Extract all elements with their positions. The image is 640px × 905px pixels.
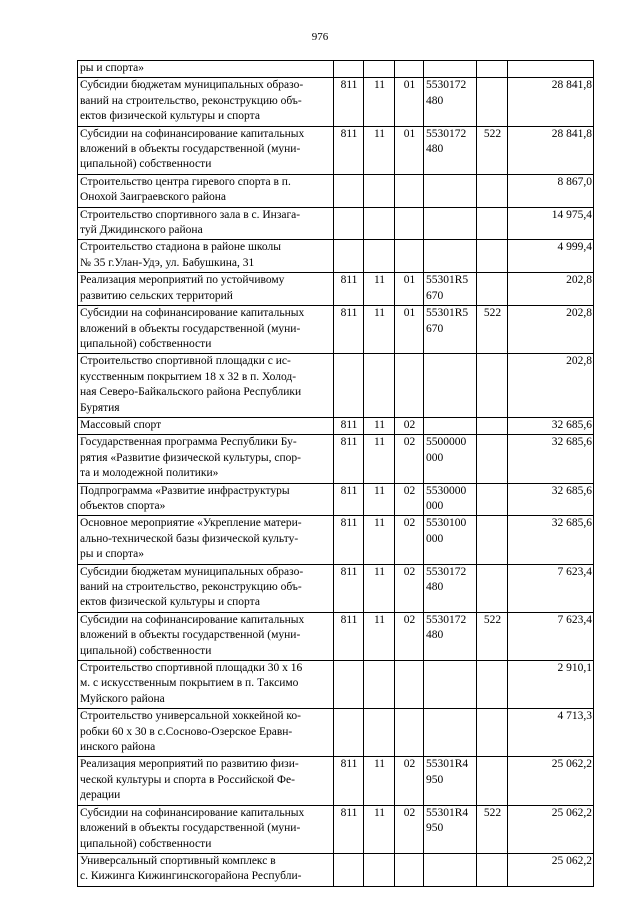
expense-type-cell — [477, 354, 508, 418]
row-name-cell: Субсидии на софинансирование капитальных вложений в объекты государственной (муни- ципальной) собственности — [78, 612, 334, 660]
subsection-code-cell: 02 — [395, 564, 424, 612]
target-article-cell — [424, 709, 477, 757]
expense-type-cell — [477, 564, 508, 612]
gr-code-cell: 811 — [334, 273, 364, 306]
section-code-cell — [364, 207, 395, 240]
target-article-cell: 55301R5 670 — [424, 273, 477, 306]
gr-code-cell: 811 — [334, 78, 364, 126]
gr-code-cell — [334, 240, 364, 273]
table-row — [78, 564, 594, 612]
gr-code-cell: 811 — [334, 757, 364, 805]
target-article-cell — [424, 853, 477, 886]
target-article-cell: 55301R4 950 — [424, 805, 477, 853]
row-name-cell: Подпрограмма «Развитие инфраструктуры объектов спорта» — [78, 483, 334, 516]
table-row — [78, 661, 594, 709]
table-row — [78, 435, 594, 483]
subsection-code-cell: 02 — [395, 417, 424, 434]
gr-code-cell — [334, 661, 364, 709]
row-name-cell: Реализация мероприятий по устойчивому развитию сельских территорий — [78, 273, 334, 306]
table-row — [78, 354, 594, 418]
subsection-code-cell — [395, 853, 424, 886]
subsection-code-cell — [395, 661, 424, 709]
amount-cell: 28 841,8 — [508, 78, 594, 126]
amount-cell: 28 841,8 — [508, 126, 594, 174]
gr-code-cell: 811 — [334, 306, 364, 354]
section-code-cell: 11 — [364, 126, 395, 174]
row-name-cell: Субсидии бюджетам муниципальных образо- ваний на строительство, реконструкцию объ- ектов физической культуры и спорта — [78, 78, 334, 126]
gr-code-cell — [334, 354, 364, 418]
table-body — [78, 61, 594, 887]
subsection-code-cell — [395, 354, 424, 418]
row-name-cell: Строительство спортивной площадки с ис- кусственным покрытием 18 х 32 в п. Холод- ная Северо-Байкальского района Республики Бурятия — [78, 354, 334, 418]
gr-code-cell: 811 — [334, 805, 364, 853]
table-row — [78, 273, 594, 306]
subsection-code-cell: 02 — [395, 483, 424, 516]
amount-cell: 25 062,2 — [508, 853, 594, 886]
expense-type-cell — [477, 709, 508, 757]
amount-cell: 8 867,0 — [508, 174, 594, 207]
expense-type-cell — [477, 174, 508, 207]
expense-type-cell — [477, 435, 508, 483]
target-article-cell: 5530100 000 — [424, 516, 477, 564]
section-code-cell — [364, 709, 395, 757]
subsection-code-cell: 01 — [395, 78, 424, 126]
gr-code-cell — [334, 174, 364, 207]
section-code-cell: 11 — [364, 564, 395, 612]
section-code-cell — [364, 61, 395, 78]
amount-cell: 4 713,3 — [508, 709, 594, 757]
expense-type-cell — [477, 61, 508, 78]
amount-cell: 32 685,6 — [508, 516, 594, 564]
section-code-cell — [364, 853, 395, 886]
amount-cell: 202,8 — [508, 306, 594, 354]
section-code-cell: 11 — [364, 417, 395, 434]
expense-type-cell — [477, 273, 508, 306]
table-row — [78, 805, 594, 853]
subsection-code-cell — [395, 61, 424, 78]
target-article-cell: 5530172 480 — [424, 564, 477, 612]
row-name-cell: Субсидии бюджетам муниципальных образо- ваний на строительство, реконструкцию объ- ектов физической культуры и спорта — [78, 564, 334, 612]
target-article-cell: 5530172 480 — [424, 126, 477, 174]
expense-type-cell — [477, 207, 508, 240]
expense-type-cell — [477, 417, 508, 434]
amount-cell: 25 062,2 — [508, 757, 594, 805]
table-row — [78, 483, 594, 516]
subsection-code-cell: 01 — [395, 273, 424, 306]
section-code-cell — [364, 354, 395, 418]
amount-cell: 2 910,1 — [508, 661, 594, 709]
target-article-cell: 55301R4 950 — [424, 757, 477, 805]
budget-table — [77, 60, 594, 887]
table-row — [78, 306, 594, 354]
expense-type-cell: 522 — [477, 306, 508, 354]
target-article-cell: 5530172 480 — [424, 78, 477, 126]
table-row — [78, 417, 594, 434]
subsection-code-cell: 02 — [395, 757, 424, 805]
gr-code-cell: 811 — [334, 483, 364, 516]
amount-cell — [508, 61, 594, 78]
table-row — [78, 61, 594, 78]
row-name-cell: Субсидии на софинансирование капитальных вложений в объекты государственной (муни- ципальной) собственности — [78, 126, 334, 174]
expense-type-cell — [477, 240, 508, 273]
subsection-code-cell: 02 — [395, 612, 424, 660]
section-code-cell: 11 — [364, 516, 395, 564]
amount-cell: 14 975,4 — [508, 207, 594, 240]
subsection-code-cell — [395, 174, 424, 207]
table-row — [78, 853, 594, 886]
section-code-cell — [364, 240, 395, 273]
table-row — [78, 174, 594, 207]
row-name-cell: Субсидии на софинансирование капитальных вложений в объекты государственной (муни- ципальной) собственности — [78, 805, 334, 853]
section-code-cell: 11 — [364, 273, 395, 306]
row-name-cell: Массовый спорт — [78, 417, 334, 434]
amount-cell: 202,8 — [508, 354, 594, 418]
row-name-cell: Строительство центра гиревого спорта в п. Онохой Заиграевского района — [78, 174, 334, 207]
gr-code-cell: 811 — [334, 126, 364, 174]
amount-cell: 32 685,6 — [508, 435, 594, 483]
amount-cell: 32 685,6 — [508, 483, 594, 516]
section-code-cell: 11 — [364, 78, 395, 126]
gr-code-cell — [334, 853, 364, 886]
expense-type-cell: 522 — [477, 612, 508, 660]
section-code-cell: 11 — [364, 435, 395, 483]
row-name-cell: Строительство стадиона в районе школы № 35 г.Улан-Удэ, ул. Бабушкина, 31 — [78, 240, 334, 273]
target-article-cell — [424, 61, 477, 78]
expense-type-cell — [477, 661, 508, 709]
row-name-cell: Строительство спортивной площадки 30 х 16 м. с искусственным покрытием в п. Таксимо Муйского района — [78, 661, 334, 709]
amount-cell: 4 999,4 — [508, 240, 594, 273]
table-row — [78, 126, 594, 174]
subsection-code-cell: 02 — [395, 805, 424, 853]
section-code-cell: 11 — [364, 612, 395, 660]
amount-cell: 7 623,4 — [508, 564, 594, 612]
subsection-code-cell — [395, 240, 424, 273]
section-code-cell: 11 — [364, 805, 395, 853]
amount-cell: 202,8 — [508, 273, 594, 306]
gr-code-cell — [334, 207, 364, 240]
row-name-cell: ры и спорта» — [78, 61, 334, 78]
row-name-cell: Субсидии на софинансирование капитальных вложений в объекты государственной (муни- ципальной) собственности — [78, 306, 334, 354]
subsection-code-cell: 01 — [395, 306, 424, 354]
subsection-code-cell: 01 — [395, 126, 424, 174]
target-article-cell — [424, 174, 477, 207]
section-code-cell: 11 — [364, 757, 395, 805]
expense-type-cell: 522 — [477, 805, 508, 853]
gr-code-cell: 811 — [334, 564, 364, 612]
target-article-cell: 5500000 000 — [424, 435, 477, 483]
expense-type-cell — [477, 483, 508, 516]
table-row — [78, 757, 594, 805]
expense-type-cell — [477, 757, 508, 805]
section-code-cell: 11 — [364, 483, 395, 516]
table-row — [78, 207, 594, 240]
expense-type-cell: 522 — [477, 126, 508, 174]
row-name-cell: Реализация мероприятий по развитию физи- ческой культуры и спорта в Российской Фе- дерации — [78, 757, 334, 805]
expense-type-cell — [477, 78, 508, 126]
section-code-cell: 11 — [364, 306, 395, 354]
subsection-code-cell — [395, 207, 424, 240]
table-row — [78, 709, 594, 757]
amount-cell: 32 685,6 — [508, 417, 594, 434]
row-name-cell: Универсальный спортивный комплекс в с. Кижинга Кижингинскогорайона Республи- — [78, 853, 334, 886]
amount-cell: 7 623,4 — [508, 612, 594, 660]
target-article-cell — [424, 354, 477, 418]
target-article-cell — [424, 207, 477, 240]
gr-code-cell: 811 — [334, 435, 364, 483]
gr-code-cell — [334, 61, 364, 78]
gr-code-cell: 811 — [334, 516, 364, 564]
target-article-cell — [424, 240, 477, 273]
table-row — [78, 78, 594, 126]
subsection-code-cell: 02 — [395, 516, 424, 564]
table-row — [78, 612, 594, 660]
row-name-cell: Строительство универсальной хоккейной ко- робки 60 х 30 в с.Сосново-Озерское Еравн- инского района — [78, 709, 334, 757]
expense-type-cell — [477, 516, 508, 564]
row-name-cell: Строительство спортивного зала в с. Инзага- туй Джидинского района — [78, 207, 334, 240]
subsection-code-cell — [395, 709, 424, 757]
table-row — [78, 516, 594, 564]
row-name-cell: Государственная программа Республики Бу- рятия «Развитие физической культуры, спор- та и молодежной политики» — [78, 435, 334, 483]
target-article-cell: 5530172 480 — [424, 612, 477, 660]
gr-code-cell: 811 — [334, 417, 364, 434]
target-article-cell — [424, 661, 477, 709]
section-code-cell — [364, 174, 395, 207]
target-article-cell: 5530000 000 — [424, 483, 477, 516]
target-article-cell: 55301R5 670 — [424, 306, 477, 354]
table-row — [78, 240, 594, 273]
page-number: 976 — [311, 31, 329, 43]
target-article-cell — [424, 417, 477, 434]
row-name-cell: Основное мероприятие «Укрепление матери- ально-технической базы физической культу- ры и спорта» — [78, 516, 334, 564]
expense-type-cell — [477, 853, 508, 886]
amount-cell: 25 062,2 — [508, 805, 594, 853]
section-code-cell — [364, 661, 395, 709]
gr-code-cell — [334, 709, 364, 757]
gr-code-cell: 811 — [334, 612, 364, 660]
subsection-code-cell: 02 — [395, 435, 424, 483]
